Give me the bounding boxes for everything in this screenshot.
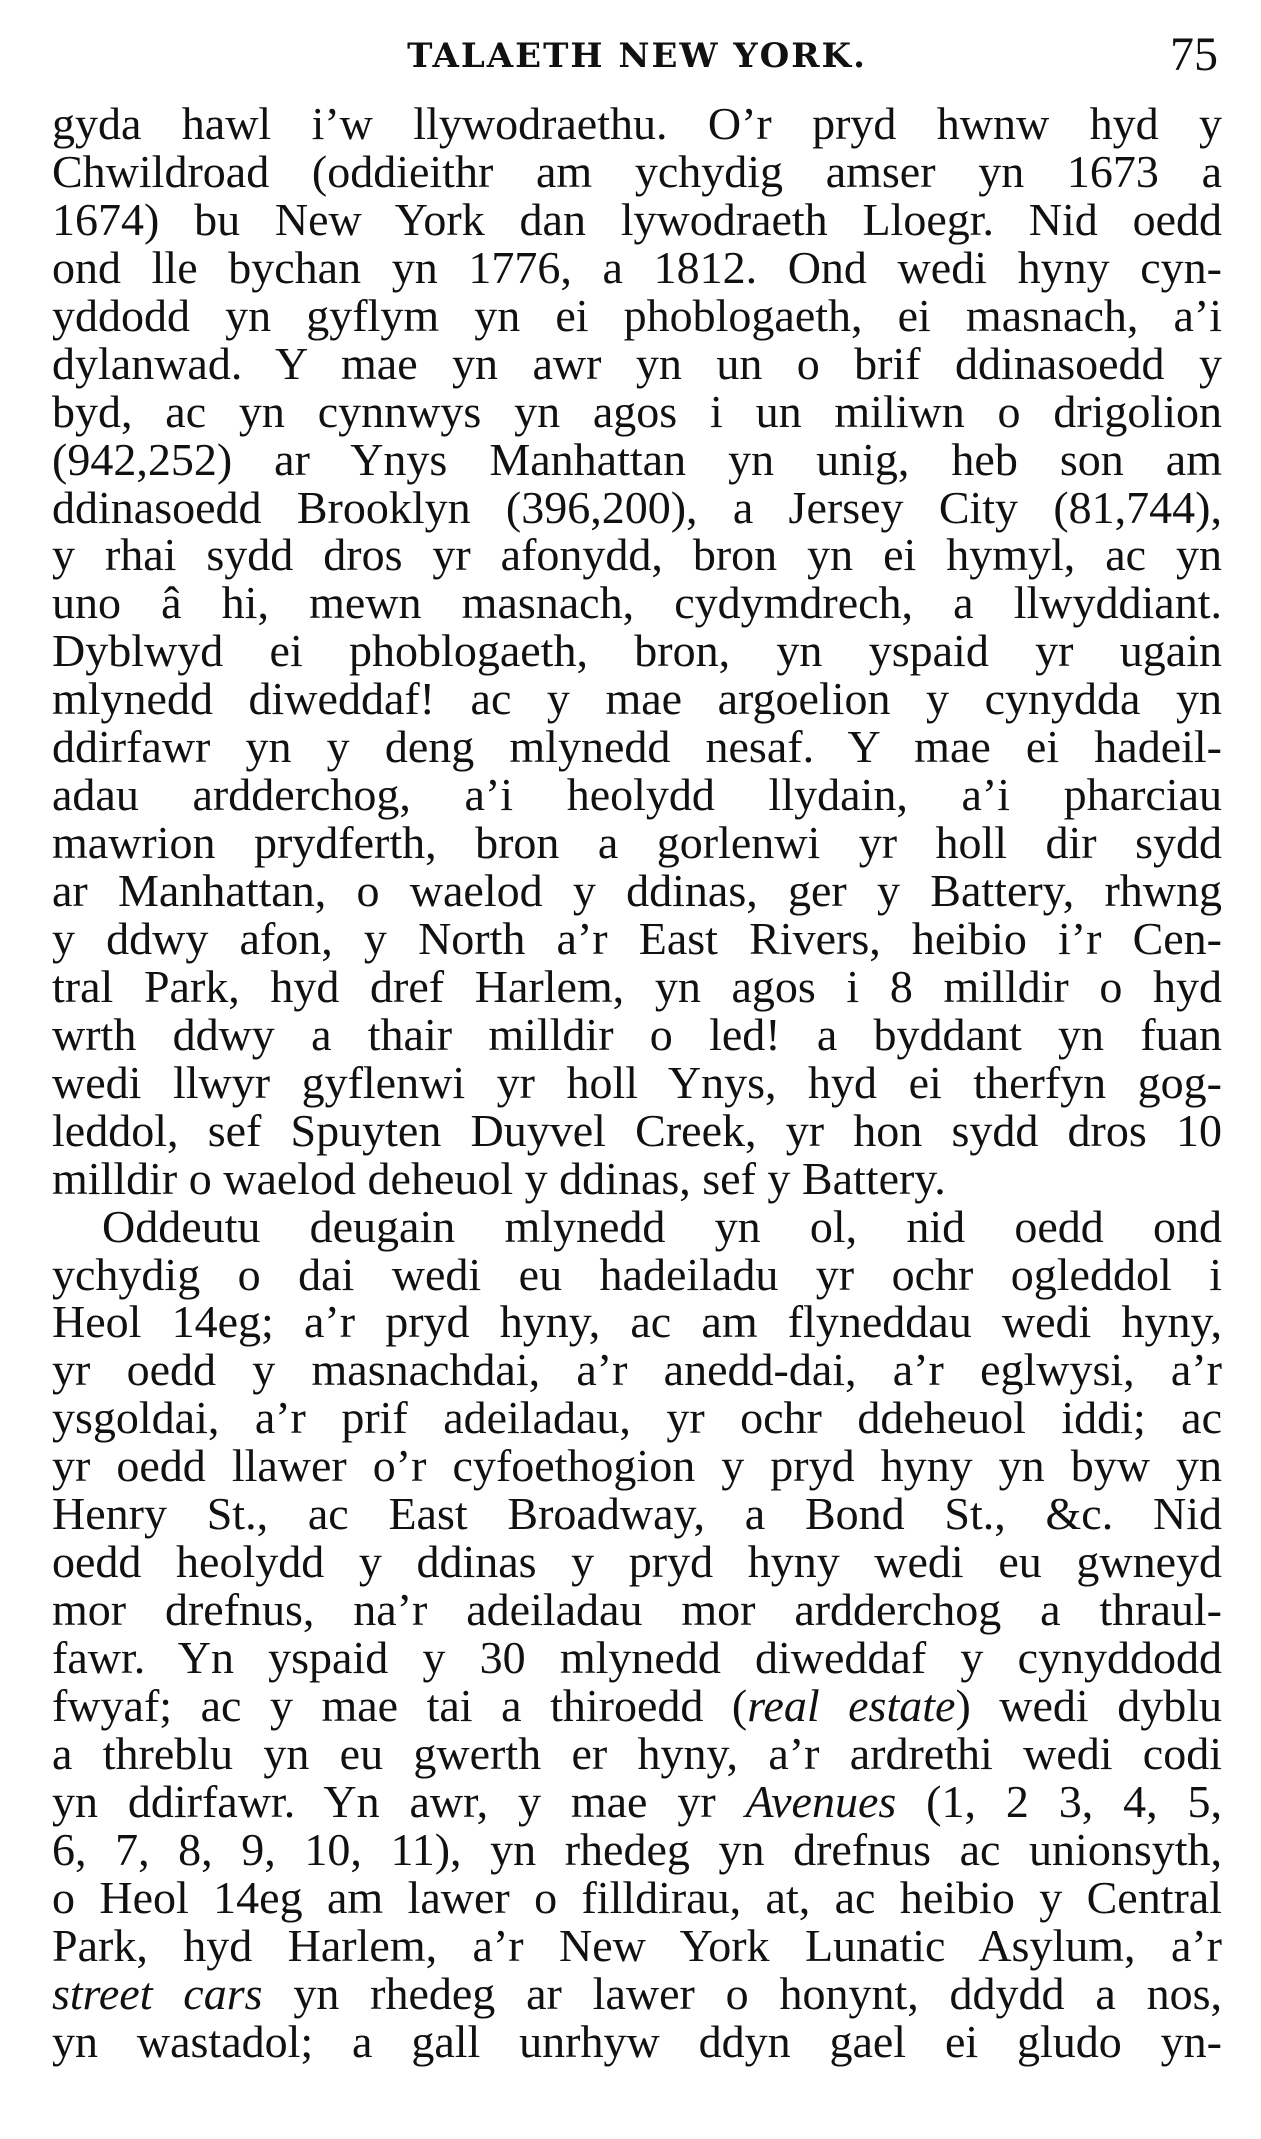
text-segment: fwyaf; ac y mae tai a thiroedd (: [52, 1679, 748, 1731]
text-segment: yn ddirfawr. Yn awr, y mae yr: [52, 1775, 746, 1827]
text-line: yr oedd y masnachdai, a’r anedd-dai, a’r eglwysi, a’r: [52, 1344, 1222, 1396]
paragraph-start-line: Oddeutu deugain mlynedd yn ol, nid oedd ond: [102, 1200, 1222, 1252]
text-line-with-italic: [52, 1775, 1222, 1827]
text-segment: ) wedi dyblu: [955, 1679, 1223, 1731]
text-line: byd, ac yn cynnwys yn agos i un miliwn o drigolion: [52, 385, 1222, 437]
text-line: Park, hyd Harlem, a’r New York Lunatic Asylum, a’r: [52, 1919, 1222, 1971]
text-line: yr oedd llawer o’r cyfoethogion y pryd hyny yn byw yn: [52, 1440, 1222, 1492]
text-line: y ddwy afon, y North a’r East Rivers, heibio i’r Cen-: [52, 912, 1222, 964]
text-line: leddol, sef Spuyten Duyvel Creek, yr hon sydd dros 10: [52, 1104, 1222, 1156]
text-line: dylanwad. Y mae yn awr yn un o brif ddinasoedd y: [52, 337, 1222, 389]
text-segment: (1, 2 3, 4, 5,: [896, 1775, 1222, 1827]
italic-phrase: street cars: [52, 1967, 263, 2019]
text-line: oedd heolydd y ddinas y pryd hyny wedi eu gwneyd: [52, 1536, 1222, 1588]
text-line: ychydig o dai wedi eu hadeiladu yr ochr ogleddol i: [52, 1248, 1222, 1300]
body-text: [52, 100, 1222, 2065]
text-line: ar Manhattan, o waelod y ddinas, ger y Battery, rhwng: [52, 865, 1222, 916]
italic-phrase: real estate: [747, 1679, 956, 1731]
text-line: ysgoldai, a’r prif adeiladau, yr ochr ddeheuol iddi; ac: [52, 1392, 1222, 1444]
text-line-with-italic: [52, 1967, 1222, 2019]
text-line: ond lle bychan yn 1776, a 1812. Ond wedi hyny cyn-: [52, 241, 1222, 293]
text-line: Chwildroad (oddieithr am ychydig amser yn 1673 a: [52, 145, 1222, 197]
text-line: Dyblwyd ei phoblogaeth, bron, yn yspaid yr ugain: [52, 625, 1222, 677]
text-line: o Heol 14eg am lawer o filldirau, at, ac heibio y Central: [52, 1871, 1222, 1923]
text-line: wedi llwyr gyflenwi yr holl Ynys, hyd ei therfyn gog-: [52, 1056, 1222, 1108]
text-line: adau ardderchog, a’i heolydd llydain, a’i pharciau: [52, 769, 1222, 821]
text-line: gyda hawl i’w llywodraethu. O’r pryd hwnw hyd y: [52, 98, 1222, 149]
text-line: wrth ddwy a thair milldir o led! a byddant yn fuan: [52, 1008, 1222, 1060]
text-line: mawrion prydferth, bron a gorlenwi yr holl dir sydd: [52, 817, 1222, 869]
page-number: 75: [1170, 28, 1218, 81]
text-line: mor drefnus, na’r adeiladau mor ardderchog a thraul-: [52, 1584, 1222, 1636]
text-line: (942,252) ar Ynys Manhattan yn unig, heb son am: [52, 433, 1222, 485]
text-line: fawr. Yn yspaid y 30 mlynedd diweddaf y cynyddodd: [52, 1632, 1222, 1683]
text-segment: yn rhedeg ar lawer o honynt, ddydd a nos,: [262, 1967, 1222, 2019]
text-line: uno â hi, mewn masnach, cydymdrech, a llwyddiant.: [52, 577, 1222, 629]
running-head: [52, 28, 1222, 81]
paragraph-end-line: milldir o waelod deheuol y ddinas, sef y Battery.: [52, 1152, 946, 1204]
italic-phrase: Avenues: [745, 1775, 897, 1827]
text-line: a threblu yn eu gwerth er hyny, a’r ardrethi wedi codi: [52, 1727, 1222, 1779]
text-line: yn wastadol; a gall unrhyw ddyn gael ei gludo yn-: [52, 2015, 1222, 2067]
text-line: Henry St., ac East Broadway, a Bond St., &c. Nid: [52, 1488, 1222, 1540]
text-line: mlynedd diweddaf! ac y mae argoelion y cynydda yn: [52, 673, 1222, 725]
text-line: Heol 14eg; a’r pryd hyny, ac am flyneddau wedi hyny,: [52, 1296, 1222, 1348]
text-line: 1674) bu New York dan lywodraeth Lloegr. Nid oedd: [52, 193, 1222, 245]
text-line: 6, 7, 8, 9, 10, 11), yn rhedeg yn drefnus ac unionsyth,: [52, 1823, 1222, 1875]
text-line: ddinasoedd Brooklyn (396,200), a Jersey City (81,744),: [52, 481, 1222, 533]
text-line: yddodd yn gyflym yn ei phoblogaeth, ei masnach, a’i: [52, 289, 1222, 341]
text-line: tral Park, hyd dref Harlem, yn agos i 8 milldir o hyd: [52, 960, 1222, 1012]
running-title: TALAETH NEW YORK.: [407, 36, 867, 76]
text-line: y rhai sydd dros yr afonydd, bron yn ei hymyl, ac yn: [52, 529, 1222, 581]
text-line: ddirfawr yn y deng mlynedd nesaf. Y mae ei hadeil-: [52, 721, 1222, 773]
text-line-with-italic: [52, 1679, 1223, 1731]
